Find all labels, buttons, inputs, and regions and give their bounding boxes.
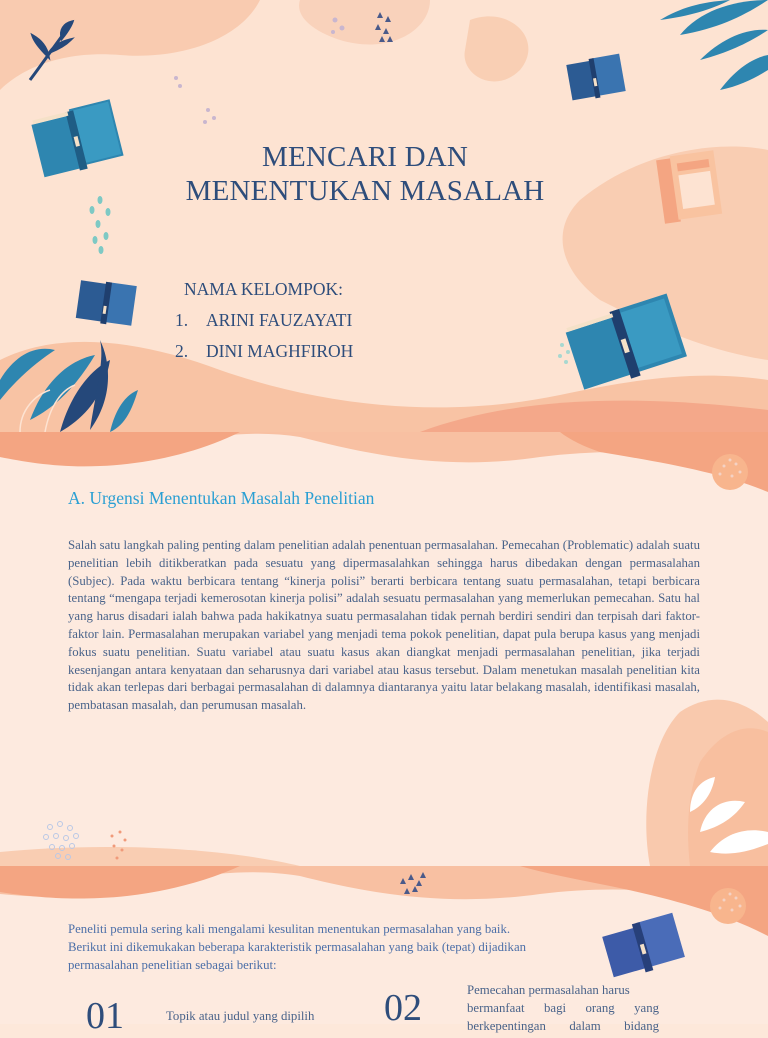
open-book-icon [74, 276, 138, 332]
group-label: NAMA KELOMPOK: [184, 279, 343, 299]
member-item [175, 310, 352, 331]
content-slide [0, 432, 768, 866]
slide-title [150, 140, 580, 208]
member-number: 2. [175, 341, 189, 361]
open-book-icon [565, 52, 627, 104]
section-heading: A. Urgensi Menentukan Masalah Penelitian [68, 488, 375, 508]
characteristics-slide [0, 866, 768, 1037]
leaf-icon [660, 0, 768, 90]
item-text-line: bermanfaat bagi orang yang [467, 1000, 659, 1015]
intro-line: Berikut ini dikemukakan beberapa karakteristik permasalahan yang baik (tepat) dijadikan [68, 939, 527, 954]
title-line-1: MENCARI DAN [261, 141, 468, 173]
open-book-icon [565, 290, 690, 390]
item-number: 01 [86, 995, 124, 1037]
open-book-icon [28, 92, 128, 184]
intro-line: Peneliti pemula sering kali mengalami kesulitan menentukan permasalahan yang baik. [68, 922, 511, 936]
member-name: DINI MAGHFIROH [206, 341, 354, 361]
open-book-icon [600, 910, 686, 980]
title-line-2: MENENTUKAN MASALAH [185, 175, 545, 207]
item-number: 02 [384, 987, 422, 1029]
item-text: Topik atau judul yang dipilih [166, 1009, 315, 1023]
member-number: 1. [175, 310, 189, 330]
intro-text [68, 921, 598, 974]
item-text [467, 982, 659, 1035]
member-name: ARINI FAUZAYATI [206, 310, 353, 330]
body-paragraph: Salah satu langkah paling penting dalam penelitian adalah penentuan permasalahan. Pemecahan (Problematic) adalah suatu penelitian lebih ditikberatkan pada sesuatu yang dipermasalahkan sehingga harus dibedakan dengan permasalahan (Subjec). Pada waktu berbicara tentang “kinerja polisi” berarti berbicara tentang suatu permasalahan, tetapi berbicara tentang “mengapa terjadi kemerosotan kinerja polisi” adalah sesuatu permasalahan yang memerlukan pemecahan. Satu hal yang harus disadari ialah bahwa pada hakikatnya suatu permasalahan tidak pernah berdiri sendiri dan terpisah dari faktor-faktor lain. Permasalahan merupakan variabel yang menjadi tema pokok penelitian, dapat pula berupa kasus yang menjadi fokus suatu penelitian. Suatu variabel atau suatu kasus akan diangkat menjadi permasalahan penelitian, jika terjadi kesenjangan antara kenyataan dan seharusnya dari variabel atau kasus tersebut. Dalam menetukan masalah penelitian kita tidak akan terlepas dari berbagai permasalahan di dalamnya diantaranya yaitu latar belakang masalah, identifikasi masalah, pembatasan masalah, dan perumusan masalah. [68, 538, 700, 713]
member-item [175, 341, 353, 362]
title-slide [0, 0, 768, 432]
intro-line: permasalahan penelitian sebagai berikut: [68, 957, 277, 972]
item-text-line: berkepentingan dalam bidang [467, 1018, 659, 1033]
closed-book-icon [652, 142, 726, 230]
item-text-line: Pemecahan permasalahan harus [467, 983, 630, 997]
